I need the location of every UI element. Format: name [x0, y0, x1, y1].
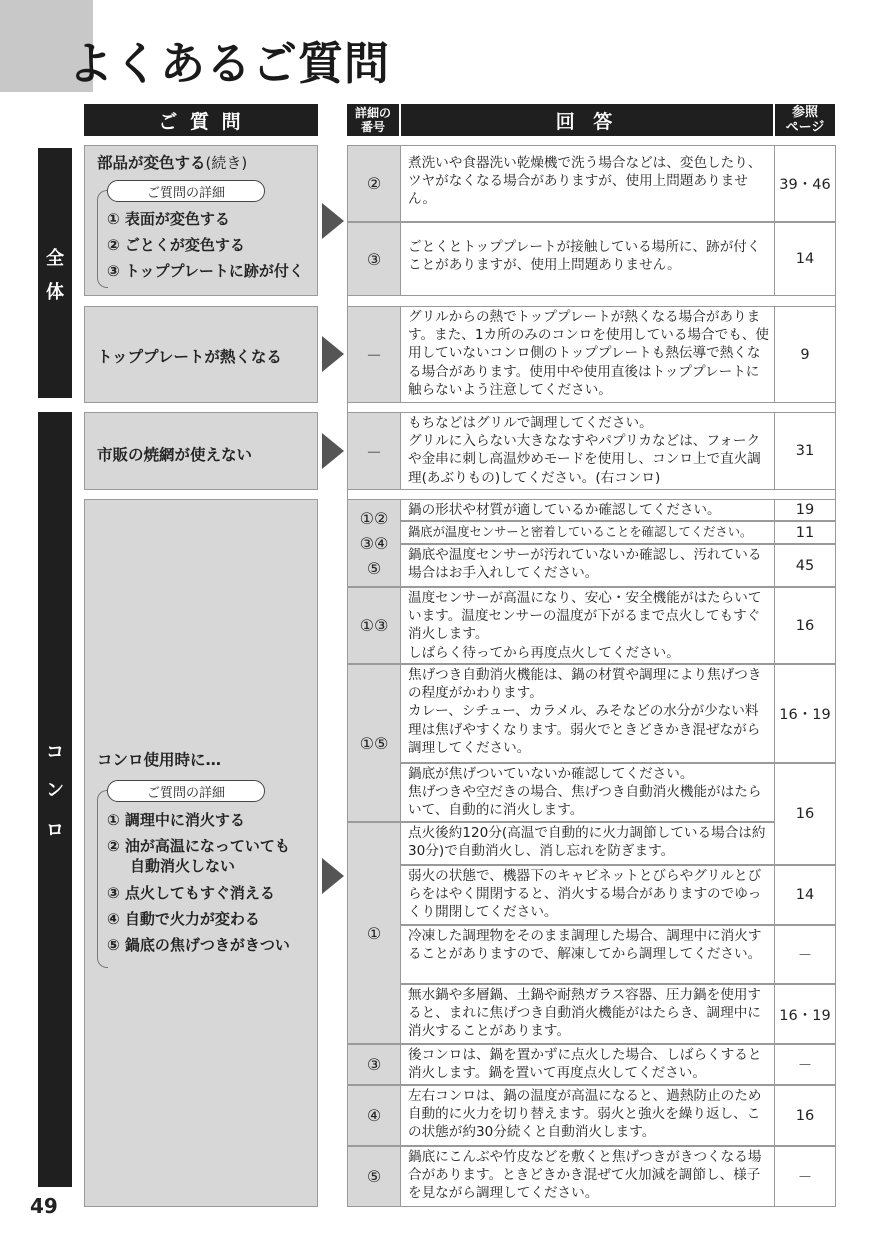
reference-page-cell: 16	[774, 587, 836, 664]
reference-page-cell: －	[774, 925, 836, 984]
section-tab-konro	[38, 412, 72, 1187]
answer-cell: 冷凍した調理物をそのまま調理した場合、調理中に消火することがありますので、解凍してから調理してください。	[401, 925, 775, 984]
detail-label: ご質問の詳細	[107, 180, 265, 202]
answer-cell: グリルからの熱でトッププレートが熱くなる場合があります。また、1カ所のみのコンロを使用している場合でも、使用していないコンロ側のトッププレートも熱伝導で熱くなる場合があります。使用中や使用直後はトッププレートに触らないよう注意してください。	[401, 306, 775, 403]
answer-cell: 煮洗いや食器洗い乾燥機で洗う場合などは、変色したり、ツヤがなくなる場合がありますが、使用上問題ありません。	[401, 145, 775, 222]
arrow-right-icon	[322, 336, 344, 372]
detail-number-cell: ③	[347, 1044, 401, 1085]
reference-page-cell: 16・19	[774, 664, 836, 763]
header-reference-line2: ページ	[785, 120, 825, 135]
detail-number-cell: ③	[347, 222, 401, 296]
detail-number-cell: ④	[347, 1085, 401, 1146]
reference-page-cell: －	[774, 1146, 836, 1207]
question-title: コンロ使用時に…	[97, 751, 222, 769]
answer-cell: ごとくとトッププレートが接触している場所に、跡が付くことがありますが、使用上問題ありません。	[401, 222, 775, 296]
section-konro-char2: ン	[46, 780, 64, 801]
answer-cell: 後コンロは、鍋を置かずに点火した場合、しばらくすると消火します。鍋を置いて再度点火してください。	[401, 1044, 775, 1085]
answer-cell: 鍋底にこんぶや竹皮などを敷くと焦げつきがきつくなる場合があります。ときどきかき混ぜて火加減を調節し、様子を見ながら調理してください。	[401, 1146, 775, 1207]
detail-item: ① 表面が変色する	[107, 210, 230, 228]
section-konro-char3: ロ	[46, 820, 64, 841]
arrow-right-icon	[322, 433, 344, 469]
reference-page-cell: 45	[774, 544, 836, 587]
detail-number-line: ③④	[359, 533, 389, 553]
detail-number-cell: ①③	[347, 587, 401, 664]
question-box-hot-top-plate	[84, 306, 318, 403]
reference-page-cell: 14	[774, 222, 836, 296]
detail-number-line: ①②	[359, 508, 389, 528]
section-tab-all	[38, 148, 72, 398]
header-detail-number	[347, 104, 399, 136]
question-title: 市販の焼網が使えない	[97, 446, 253, 464]
answer-cell: 点火後約120分(高温で自動的に火力調節している場合は約30分)で自動消火し、消し忘れを防ぎます。	[401, 822, 775, 865]
header-detail-number-line1: 詳細の	[354, 106, 391, 120]
answer-cell: 温度センサーが高温になり、安心・安全機能がはたらいています。温度センサーの温度が下がるまで点火してもすぐ消火します。 しばらく待ってから再度点火してください。	[401, 587, 775, 664]
arrow-right-icon	[322, 203, 344, 239]
detail-number-line: ⑤	[366, 558, 382, 578]
reference-page-cell: 19	[774, 499, 836, 521]
detail-item: ⑤ 鍋底の焦げつきがきつい	[107, 936, 290, 954]
page-number: 49	[30, 1194, 58, 1218]
detail-number-cell-merged	[347, 499, 401, 587]
header-reference	[775, 104, 835, 136]
answer-cell: 焦げつき自動消火機能は、鍋の材質や調理により焦げつきの程度がかわります。 カレー、シチュー、カラメル、みそなどの水分が少ない料理は焦げやすくなります。弱火でときどきかき混ぜながら調理してください。	[401, 664, 775, 763]
section-all-char1: 全	[46, 248, 64, 269]
detail-item: ② ごとくが変色する	[107, 236, 245, 254]
reference-page-cell: 16	[774, 1085, 836, 1146]
answer-cell: 鍋底が温度センサーと密着していることを確認してください。	[401, 521, 775, 544]
detail-number-cell: －	[347, 412, 401, 490]
detail-item: ④ 自動で火力が変わる	[107, 910, 260, 928]
answer-cell: 左右コンロは、鍋の温度が高温になると、過熱防止のため自動的に火力を切り替えます。弱火と強火を繰り返し、この状態が約30分続くと自動消火します。	[401, 1085, 775, 1146]
header-answer: 回 答	[401, 104, 773, 136]
page-title: よくあるご質問	[68, 37, 391, 90]
reference-page-cell: 16	[774, 763, 836, 865]
reference-page-cell: 31	[774, 412, 836, 490]
reference-page-cell: 9	[774, 306, 836, 403]
question-box-discoloration	[84, 145, 318, 296]
answer-cell: 無水鍋や多層鍋、土鍋や耐熱ガラス容器、圧力鍋を使用すると、まれに焦げつき自動消火機能がはたらき、調理中に消火することがあります。	[401, 984, 775, 1044]
detail-item-continued: 自動消火しない	[130, 857, 236, 875]
detail-label: ご質問の詳細	[107, 780, 265, 802]
reference-page-cell: 39・46	[774, 145, 836, 222]
detail-number-cell: ②	[347, 145, 401, 222]
detail-item: ① 調理中に消火する	[107, 811, 245, 829]
reference-page-cell: 11	[774, 521, 836, 544]
answer-cell: 弱火の状態で、機器下のキャビネットとびらやグリルとびらをはやく開閉すると、消火する場合がありますのでゆっくり開閉してください。	[401, 865, 775, 925]
question-box-konro-use	[84, 499, 318, 1207]
question-title	[97, 151, 247, 173]
detail-number-cell: ⑤	[347, 1146, 401, 1207]
answer-cell: 鍋の形状や材質が適しているか確認してください。	[401, 499, 775, 521]
arrow-right-icon	[322, 858, 344, 894]
question-title-text: 部品が変色する	[97, 154, 206, 172]
header-reference-line1: 参照	[791, 105, 818, 120]
header-question: ご 質 問	[84, 104, 318, 136]
detail-number-cell: ①	[347, 822, 401, 1044]
detail-number-cell: －	[347, 306, 401, 403]
reference-page-cell: 16・19	[774, 984, 836, 1044]
answer-cell: もちなどはグリルで調理してください。 グリルに入らない大きななすやパプリカなどは、フォークや金串に刺し高温炒めモードを使用し、コンロ上で直火調理(あぶりもの)してください。(右コンロ)	[401, 412, 775, 490]
detail-item: ② 油が高温になっていても	[107, 837, 290, 855]
question-title-note: (続き)	[205, 154, 248, 172]
question-box-grill-net	[84, 412, 318, 490]
answer-cell: 鍋底や温度センサーが汚れていないか確認し、汚れている場合はお手入れしてください。	[401, 544, 775, 587]
detail-item: ③ 点火してもすぐ消える	[107, 884, 275, 902]
section-all-char2: 体	[46, 282, 64, 303]
question-title: トッププレートが熱くなる	[97, 348, 282, 366]
header-detail-number-line2: 番号	[360, 120, 385, 134]
reference-page-cell: －	[774, 1044, 836, 1085]
reference-page-cell: 14	[774, 865, 836, 925]
detail-item: ③ トッププレートに跡が付く	[107, 262, 304, 280]
detail-number-cell: ①⑤	[347, 664, 401, 822]
answer-cell: 鍋底が焦げついていないか確認してください。 焦げつきや空だきの場合、焦げつき自動消火機能がはたらいて、自動的に消火します。	[401, 763, 775, 822]
section-konro-char1: コ	[46, 742, 64, 763]
